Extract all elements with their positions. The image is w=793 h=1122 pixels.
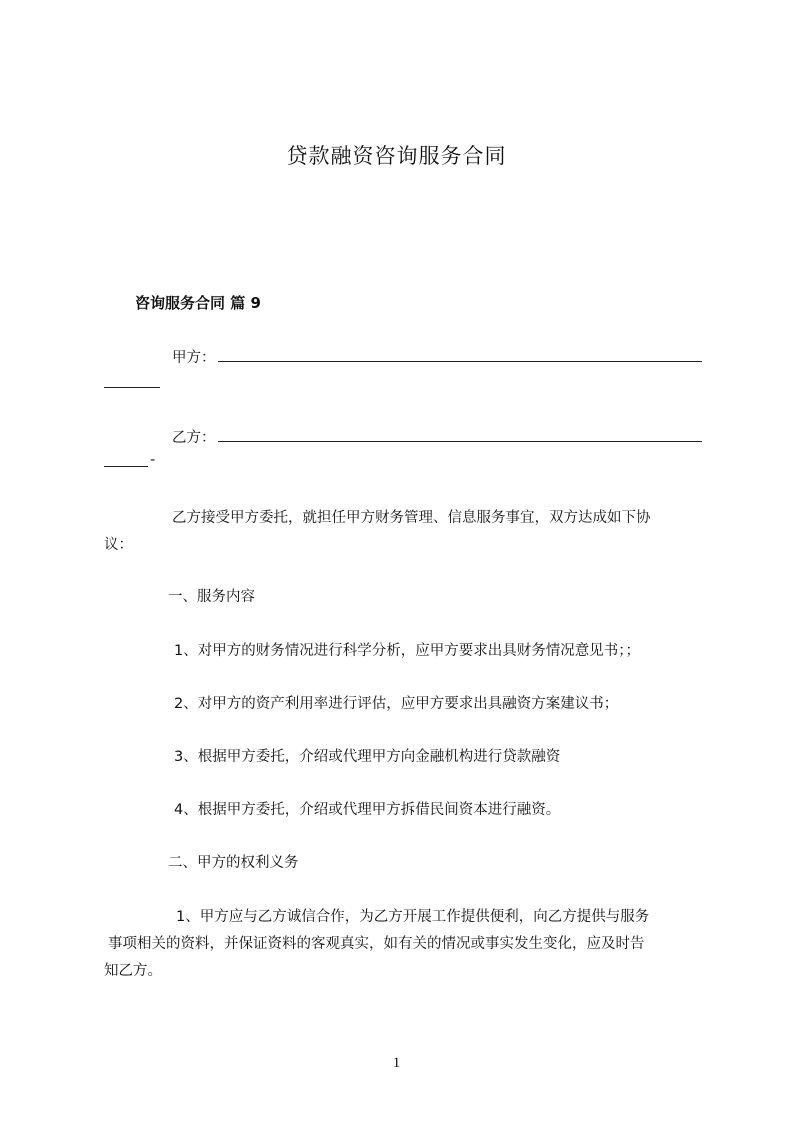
heading-party-a-rights: 二、甲方的权利义务 [168,855,299,871]
party-b-underline-continued [104,466,148,467]
intro-line-1: 乙方接受甲方委托，就担任甲方财务管理、信息服务事宜，双方达成如下协 [172,510,651,526]
party-b-tail-mark: - [150,452,156,468]
party-a-underline-continued [104,387,160,388]
party-b-label: 乙方： [172,430,216,446]
party-a-label: 甲方： [172,350,216,366]
service-item-2: 2、对甲方的资产利用率进行评估，应甲方要求出具融资方案建议书； [174,696,619,712]
party-b-underline [218,441,702,442]
service-item-4: 4、根据甲方委托，介绍或代理甲方拆借民间资本进行融资。 [174,802,561,818]
page-number: 1 [392,1055,401,1071]
rights-1-line-2: 事项相关的资料，并保证资料的客观真实，如有关的情况或事实发生变化，应及时告 [108,936,645,952]
rights-1-line-1: 1、甲方应与乙方诚信合作，为乙方开展工作提供便利，向乙方提供与服务 [176,909,650,925]
service-item-3: 3、根据甲方委托，介绍或代理甲方向金融机构进行贷款融资 [174,749,561,765]
rights-1-line-3: 知乙方。 [104,963,162,979]
party-a-underline [218,361,702,362]
service-item-1: 1、对甲方的财务情况进行科学分析，应甲方要求出具财务情况意见书；； [174,643,640,659]
section-heading: 咨询服务合同 篇 9 [135,294,261,312]
intro-line-2: 议： [104,537,133,553]
heading-service-content: 一、服务内容 [168,589,255,605]
document-title: 贷款融资咨询服务合同 [286,144,507,168]
